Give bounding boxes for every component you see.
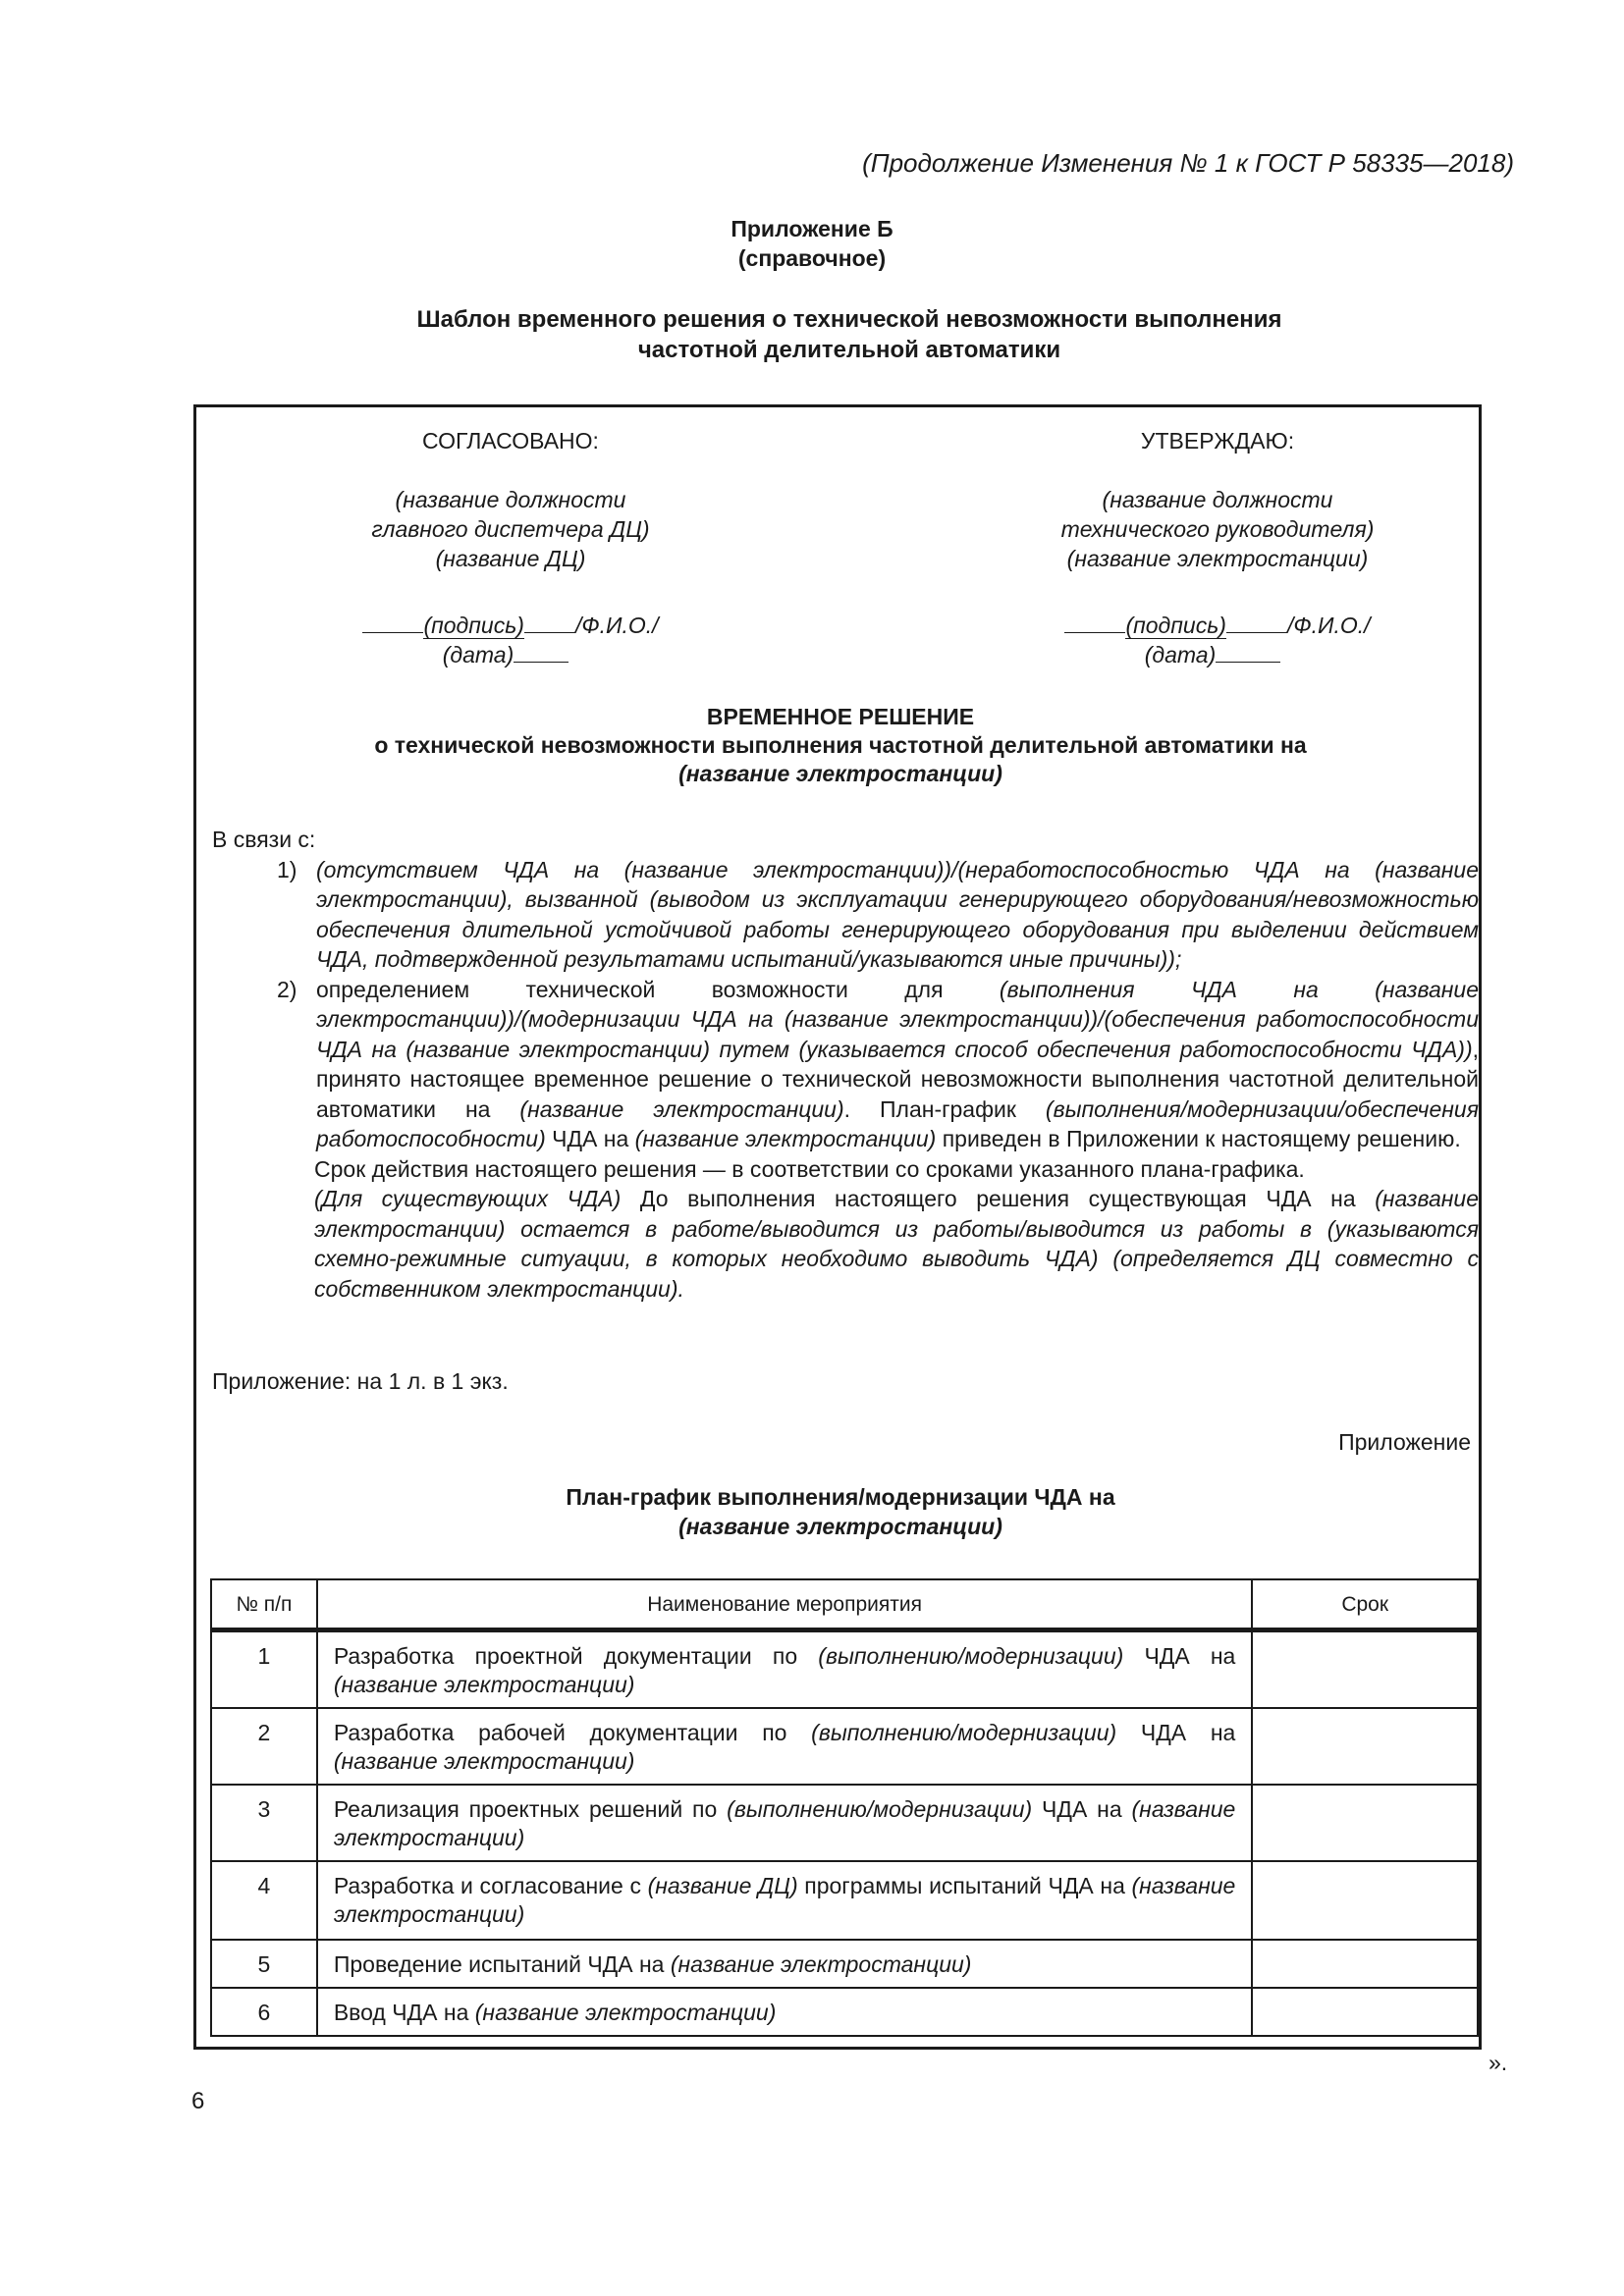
approved-date-line xyxy=(1001,640,1424,669)
column-header-number: № п/п xyxy=(211,1579,317,1630)
approved-signature-line xyxy=(1011,611,1424,640)
appendix-reference: Приложение xyxy=(1338,1429,1471,1455)
plan-title-station: (название электростанции) xyxy=(678,1514,1002,1539)
table-row xyxy=(211,1861,1478,1940)
reason-item-1 xyxy=(212,855,1479,975)
template-title-line1: Шаблон временного решения о технической невозможности выполнения xyxy=(416,306,1282,333)
approved-caption: УТВЕРЖДАЮ: xyxy=(1140,428,1295,454)
existing-cha-paragraph: (Для существующих ЧДА) До выполнения настоящего решения существующая ЧДА на (название электростанции) остается в работе/выводится из работы/выводится из работы в (указываются схемно-режимные ситуации, в которых необходимо выводить ЧДА) (определяется ДЦ совместно с собственником электростанции). xyxy=(314,1186,1480,1302)
row-number: 5 xyxy=(211,1940,317,1988)
approved-position-line2: технического руководителя) xyxy=(1060,516,1375,542)
row-number: 4 xyxy=(211,1861,317,1940)
agreed-position-line2: главного диспетчера ДЦ) xyxy=(371,516,650,542)
page-number: 6 xyxy=(191,2088,205,2114)
approved-date: (дата) xyxy=(1144,642,1217,667)
decision-subtitle: о технической невозможности выполнения частотной делительной автоматики на xyxy=(374,732,1307,758)
approved-signature: (подпись) xyxy=(1125,613,1226,638)
row-activity: Разработка и согласование с (название ДЦ) программы испытаний ЧДА на (название электростанции) xyxy=(317,1861,1253,1940)
agreed-fio: /Ф.И.О./ xyxy=(574,613,659,638)
plan-table-header xyxy=(211,1579,1478,1630)
reason-item-1-number: 1) xyxy=(277,856,298,882)
template-title xyxy=(295,304,1404,365)
column-header-activity: Наименование мероприятия xyxy=(317,1579,1253,1630)
approved-fio: /Ф.И.О./ xyxy=(1286,613,1371,638)
row-deadline xyxy=(1252,1630,1478,1709)
plan-title-text: План-график выполнения/модернизации ЧДА на xyxy=(566,1484,1115,1510)
row-deadline xyxy=(1252,1785,1478,1861)
row-deadline xyxy=(1252,1861,1478,1940)
approval-approved xyxy=(1011,426,1424,669)
approved-position: (название должности xyxy=(1102,487,1333,512)
reason-item-2: 2) определением технической возможности для (выполнения ЧДА на (название электростанции))/(модернизации ЧДА на (название электростанции))/(обеспечения работоспособности ЧДА на (название электростанции) путем (указывается способ обеспечения работоспособности ЧДА)), принято настоящее временное решение о технической невозможности выполнения частотной делительной автоматики на (название электростанции). План-график (выполнения/модернизации/обеспечения работоспособности) ЧДА на (название электростанции) приведен в Приложении к настоящему решению. xyxy=(277,976,1479,1151)
running-header: (Продолжение Изменения № 1 к ГОСТ Р 58335—2018) xyxy=(862,148,1514,178)
agreed-position: (название должности xyxy=(395,487,626,512)
plan-table xyxy=(210,1578,1479,2037)
table-row xyxy=(211,1630,1478,1709)
table-row xyxy=(211,1940,1478,1988)
row-number: 3 xyxy=(211,1785,317,1861)
body-intro: В связи с: xyxy=(212,827,316,852)
decision-body xyxy=(212,825,1479,1304)
decision-heading: ВРЕМЕННОЕ РЕШЕНИЕ xyxy=(706,704,975,729)
agreed-dc-name: (название ДЦ) xyxy=(435,546,586,571)
approved-station-name: (название электростанции) xyxy=(1066,546,1369,571)
row-deadline xyxy=(1252,1708,1478,1785)
table-row xyxy=(211,1708,1478,1785)
row-number: 1 xyxy=(211,1630,317,1709)
validity-paragraph: Срок действия настоящего решения — в соответствии со сроками указанного плана-графика. xyxy=(314,1155,1305,1182)
row-activity: Ввод ЧДА на (название электростанции) xyxy=(317,1988,1253,2036)
approval-agreed xyxy=(304,426,717,669)
row-deadline xyxy=(1252,1988,1478,2036)
closing-quote: ». xyxy=(1489,2050,1508,2075)
agreed-signature-line xyxy=(304,611,717,640)
row-activity: Проведение испытаний ЧДА на (название электростанции) xyxy=(317,1940,1253,1988)
decision-title xyxy=(196,703,1485,788)
row-activity: Разработка проектной документации по (выполнению/модернизации) ЧДА на (название электростанции) xyxy=(317,1630,1253,1709)
plan-title xyxy=(196,1482,1485,1541)
template-title-line2: частотной делительной автоматики xyxy=(637,337,1061,363)
appendix-type: (справочное) xyxy=(737,245,887,271)
row-deadline xyxy=(1252,1940,1478,1988)
enclosure-note: Приложение: на 1 л. в 1 экз. xyxy=(212,1368,509,1394)
reason-item-1-text: (отсутствием ЧДА на (название электростанции))/(неработоспособностью ЧДА на (название электростанции), вызванной (выводом из эксплуатации генерирующего оборудования/невозможностью обеспечения длительной устойчивой работы генерирующего оборудования при выделении действием ЧДА, подтвержденной результатами испытаний/указываются иные причины)); xyxy=(316,856,1479,972)
row-number: 2 xyxy=(211,1708,317,1785)
decision-station: (название электростанции) xyxy=(678,761,1002,786)
row-activity: Разработка рабочей документации по (выполнению/модернизации) ЧДА на (название электростанции) xyxy=(317,1708,1253,1785)
appendix-title: Приложение Б xyxy=(731,216,893,241)
table-row xyxy=(211,1785,1478,1861)
row-activity: Реализация проектных решений по (выполнению/модернизации) ЧДА на (название электростанции) xyxy=(317,1785,1253,1861)
reason-item-2-number: 2) xyxy=(277,976,298,1002)
row-number: 6 xyxy=(211,1988,317,2036)
agreed-caption: СОГЛАСОВАНО: xyxy=(422,428,599,454)
agreed-date-line xyxy=(295,640,717,669)
agreed-signature: (подпись) xyxy=(423,613,524,638)
table-row xyxy=(211,1988,1478,2036)
column-header-deadline: Срок xyxy=(1252,1579,1478,1630)
appendix-label xyxy=(0,214,1624,273)
agreed-date: (дата) xyxy=(442,642,514,667)
